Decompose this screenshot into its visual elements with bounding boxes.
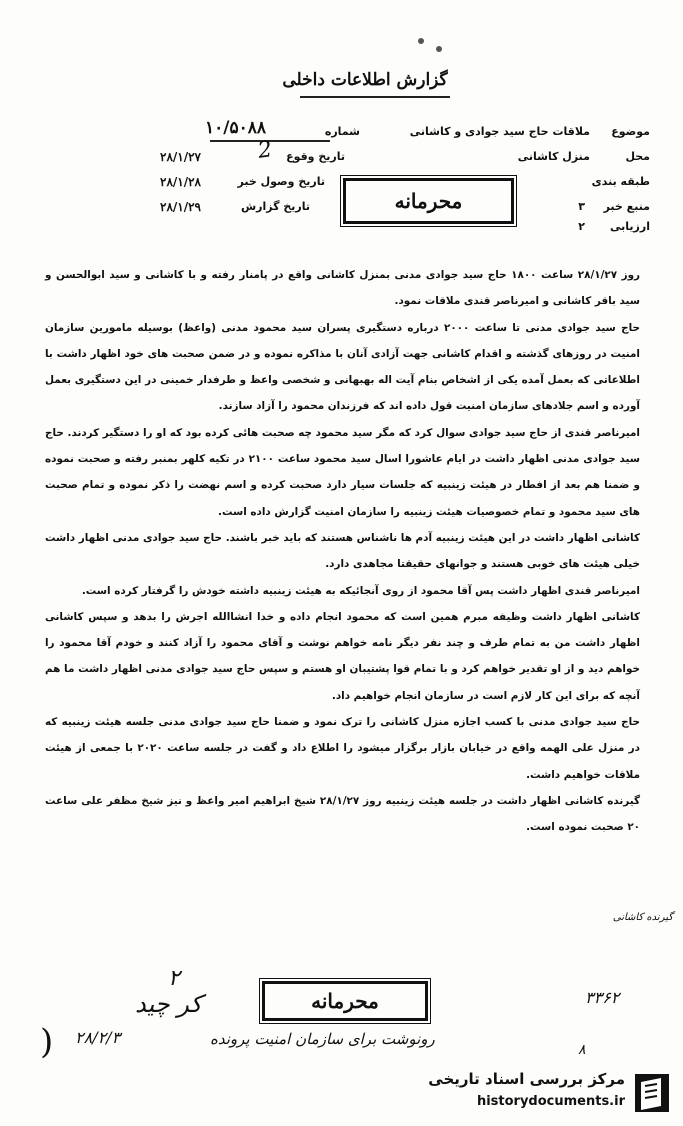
title-underline	[300, 96, 450, 98]
handwritten-date-bottom: ۲۸/۲/۳	[75, 1028, 121, 1047]
location-value: منزل کاشانی	[517, 150, 590, 163]
report-paragraph: روز ۲۸/۱/۲۷ ساعت ۱۸۰۰ حاج سید جوادی مدنی بمنزل کاشانی واقع در پامنار رفته و با کاشانی و سید ابوالحسن و سید باقر کاشانی و امیرناصر قندی ملاقات نمود.	[45, 269, 641, 308]
report-paragraph: امیرناصر قندی از حاج سید جوادی سوال کرد که مگر سید محمود چه صحبت هائی کرده بود که او را دستگیر کردند. حاج سید جوادی مدنی اظهار داشت در ایام عاشورا اسال سید محمود ساعت ۲۱۰۰ در تکیه کلهر بمنبر رفته و صحبت نموده و ضمنا هم بعد از افطار در هیئت زینبیه که جلسات سیار دارد صحبت کرده و اسم نهضت را ذکر نموده و تمام صحبت های سید محمود و تمام خصوصیات هیئت زینبیه را سازمان امنیت گزارش داده است.	[45, 426, 640, 518]
archive-logo	[380, 1068, 675, 1120]
report-paragraph: امیرناصر قندی اظهار داشت پس آقا محمود از روی آنجائیکه به هیئت زینبیه داشته خودش را گرفتار کرده است.	[81, 584, 640, 597]
document-title: گزارش اطلاعات داخلی	[282, 70, 448, 90]
archive-logo-url: historydocuments.ir	[476, 1094, 625, 1109]
class-label: طبقه بندی	[591, 175, 650, 188]
field-row-evaluation	[30, 220, 650, 240]
archive-emblem-icon	[629, 1068, 675, 1118]
document-number: ۱۰/۵۰۸۸	[205, 118, 266, 138]
date-event-value: ۲۸/۱/۲۷	[160, 150, 201, 164]
subject-label: موضوع	[611, 125, 650, 138]
handwritten-two: ۲	[168, 966, 180, 991]
archive-logo-title: مرکز بررسی اسناد تاریخی	[428, 1070, 625, 1088]
number-label: شماره	[324, 125, 360, 138]
handwritten-number: ۳۳۶۲	[585, 988, 620, 1007]
bracket-mark: (	[40, 1022, 54, 1062]
evaluation-label: ارزیابی	[610, 220, 650, 233]
punch-hole-mark	[418, 38, 424, 44]
date-event-label: تاریخ وقوع	[286, 150, 345, 163]
report-paragraph: حاج سید جوادی مدنی تا ساعت ۲۰۰۰ درباره دستگیری پسران سید محمود مدنی (واعظ) بوسیله مامورین سازمان امنیت در روزهای گذشته و اقدام کاشانی جهت آزادی آنان با مذاکره نموده و در ضمن صحبت های خود اظهار داشت با اطلاعاتی که بعمل آمده یکی از اشخاص بنام آیت اله بهبهانی و شخصی واعظ و طرفدار خمینی در این دستگیری بعمل آورده و اسم جلادهای سازمان امنیت قول داده اند که فرزندان محمود را آزاد سازند.	[45, 321, 640, 413]
date-received-value: ۲۸/۱/۲۸	[160, 175, 201, 189]
date-received-label: تاریخ وصول خبر	[237, 175, 325, 188]
source-value: ۳	[578, 200, 585, 213]
report-paragraph: حاج سید جوادی مدنی با کسب اجازه منزل کاشانی را ترک نمود و ضمنا حاج سید جوادی مدنی جلسه هیئت زینبیه که در منزل علی الهمه واقع در خیابان بازار برگزار میشود را اطلاع داد و گفت در جلسه ساعت ۲۰۲۰ با جمعی از هیئت ملاقات خواهیم داشت.	[45, 716, 640, 781]
confidential-stamp-top: محرمانه	[343, 178, 514, 224]
location-label: محل	[625, 150, 650, 163]
field-row-subject	[30, 125, 650, 145]
subject-value: ملاقات حاج سید جوادی و کاشانی	[409, 125, 590, 138]
handwritten-code: 2	[256, 137, 274, 164]
handwritten-signature: کر چید	[135, 990, 202, 1018]
confidential-stamp-bottom: محرمانه	[262, 981, 428, 1021]
field-row-location	[30, 150, 650, 170]
report-paragraph: کاشانی اظهار داشت در این هیئت زینبیه آدم ها ناشناس هستند که باید خبر باشند. حاج سید جوادی مدنی اظهار داشت خیلی هیئت های خوبی هستند و جوانهای حقیقتا مجاهدی دارد.	[45, 531, 640, 571]
source-label: منبع خبر	[603, 200, 650, 213]
field-row-class	[30, 175, 650, 195]
date-report-label: تاریخ گزارش	[240, 200, 310, 213]
field-row-source	[30, 200, 650, 220]
punch-hole-mark	[436, 46, 442, 52]
report-paragraph: گیرنده کاشانی اظهار داشت در جلسه هیئت زینبیه روز ۲۸/۱/۲۷ شیخ ابراهیم امیر واعظ و نیز شیخ مظفر علی ساعت ۲۰ صحبت نموده است.	[45, 794, 640, 834]
report-body	[45, 262, 640, 841]
evaluation-value: ۲	[578, 220, 585, 233]
date-report-value: ۲۸/۱/۲۹	[160, 200, 201, 214]
handwritten-small-number: ۸	[578, 1042, 586, 1058]
handwritten-note-bottom: رونوشت برای سازمان امنیت پرونده	[210, 1030, 435, 1048]
report-paragraph: کاشانی اظهار داشت وظیفه مبرم همین است که محمود انجام داده و خدا انشاالله اجرش را بدهد و سپس کاشانی اظهار داشت من به تمام طرف و چند نفر دیگر نامه خواهم نوشت و آقای محمود را آزاد کنند و خودم آقا محمود را خواهم دید و از او تقدیر خواهم کرد و با تمام قوا پشتیبان او هستم و سپس حاج سید جوادی مدنی اظهار داشت ما هم آنچه که برای این کار لازم است در سازمان انجام خواهیم داد.	[45, 610, 640, 702]
margin-note: گیرنده کاشانی	[612, 912, 673, 923]
